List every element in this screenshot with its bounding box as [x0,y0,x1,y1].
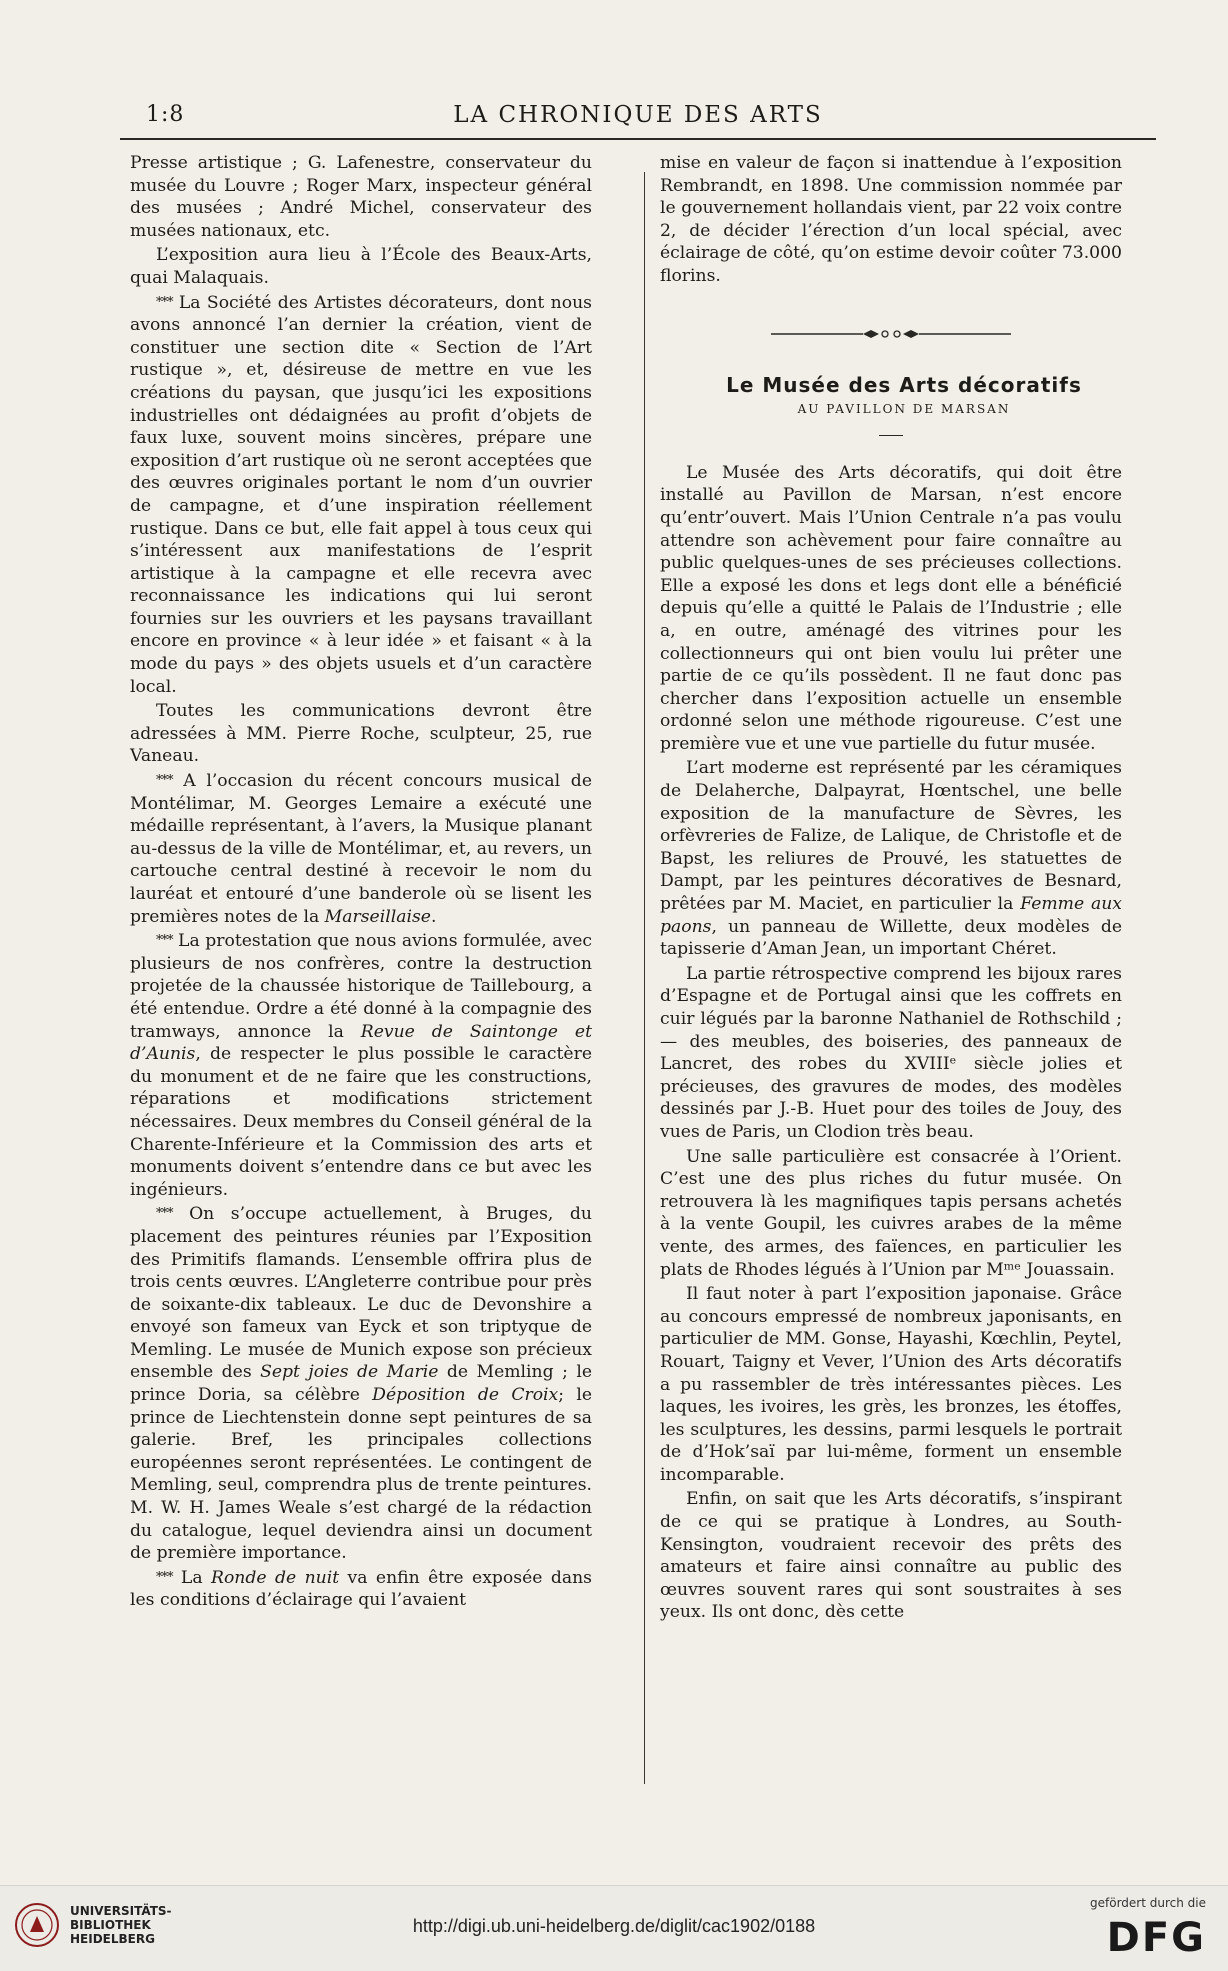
library-name: UNIVERSITÄTS- BIBLIOTHEK HEIDELBERG [70,1904,172,1946]
paragraph: *** La protestation que nous avions formulée, avec plusieurs de nos confrères, contre la destruction projetée de la chaussée historique de Taillebourg, a été entendue. Ordre a été donné à la compagnie des tramways, annonce la Revue de Saintonge et d’Aunis, de respecter le plus possible le caractère du monument et de ne faire que les constructions, réparations et modifications strictement nécessaires. Deux membres du Conseil général de la Charente-Inférieure et la Commission des arts et monuments doivent s’entendre dans ce but avec les ingénieurs. [130,931,592,1200]
paragraph: *** On s’occupe actuellement, à Bruges, du placement des peintures réunies par l’Exposition des Primitifs flamands. L’ensemble offrira plus de trois cents œuvres. L’Angleterre contribue pour près de soixante-dix tableaux. Le duc de Devonshire a envoyé son fameux van Eyck et son triptyque de Memling. Le musée de Munich expose son précieux ensemble des Sept joies de Marie de Memling ; le prince Doria, sa célèbre Déposition de Croix; le prince de Liechtenstein donne sept peintures de sa galerie. Bref, les principales collections européennes seront représentées. Le contingent de Memling, seul, comprendra plus de trente peintures. M. W. H. James Weale s’est chargé de la rédaction du catalogue, lequel deviendra ainsi un document de première importance. [130,1204,592,1564]
article-subtitle: AU PAVILLON DE MARSAN [797,402,1011,417]
italic-title: Sept joies de Marie [260,1362,439,1383]
paragraph: La partie rétrospective comprend les bijoux rares d’Espagne et de Portugal ainsi que les coffrets en cuir légués par la baronne Nathaniel de Rothschild ; — des meubles, des boiseries, des panneaux de Lancret, des robes du XVIIIᵉ siècle jolies et précieuses, des gravures de modes, des modèles dessinés par J.-B. Huet pour des toiles de Jouy, des vues de Paris, un Clodion très beau. [660,963,1122,1142]
paragraph: L’art moderne est représenté par les céramiques de Delaherche, Dalpayrat, Hœntschel, une belle exposition de la manufacture de Sèvres, les orfèvreries de Falize, de Lalique, de Christofle et de Bapst, les reliures de Prouvé, les statuettes de Dampt, par les peintures décoratives de Besnard, prêtées par M. Maciet, en particulier la Femme aux paons, un panneau de Willette, deux modèles de tapisserie d’Aman Jean, un important Chéret. [660,758,1122,960]
italic-title: Déposition de Croix [372,1385,559,1406]
paragraph: Il faut noter à part l’exposition japonaise. Grâce au concours empressé de nombreux japonisants, en particulier de MM. Gonse, Hayashi, Kœchlin, Peytel, Rouart, Taigny et Vever, l’Union des Arts décoratifs a pu rassembler de très intéressantes pièces. Les laques, les ivoires, les grès, les bronzes, les étoffes, les sculptures, les dessins, parmi lesquels le portrait de d’Hok’saï par lui-même, forment un ensemble incomparable. [660,1284,1122,1485]
paragraph: mise en valeur de façon si inattendue à l’exposition Rembrandt, en 1898. Une commission nommée par le gouvernement hollandais vient, par 22 voix contre 2, de décider l’érection d’un local spécial, avec éclairage de côté, qu’on estime devoir coûter 73.000 florins. [660,153,1122,286]
left-column [130,152,592,1612]
paragraph: Enfin, on sait que les Arts décoratifs, s’inspirant de ce qui se pratique à Londres, au South-Kensington, voudraient recevoir des prêts des amateurs et faire ainsi connaître au public des œuvres souvent rares qui sont soustraites à ses yeux. Ils ont donc, dès cette [660,1489,1122,1623]
paragraph: Le Musée des Arts décoratifs, qui doit être installé au Pavillon de Marsan, n’est encore qu’entr’ouvert. Mais l’Union Centrale n’a pas voulu attendre son achèvement pour faire connaître au public quelques-unes de ses précieuses collections. Elle a exposé les dons et legs dont elle a bénéficié depuis qu’elle a quitté le Palais de l’Industrie ; elle a, en outre, aménagé des vitrines pour les collectionneurs qui ont bien voulu lui prêter une partie de ce qu’ils possèdent. Il ne faut donc pas chercher dans l’exposition actuelle un ensemble ordonné selon une méthode rigoureuse. C’est une première vue et une vue partielle du futur musée. [660,462,1122,754]
italic-title: Ronde de nuit [211,1567,340,1588]
asterism: *** [156,1206,173,1222]
asterism: *** [156,1569,173,1585]
paragraph: Une salle particulière est consacrée à l’Orient. C’est une des plus riches du futur musée. On retrouvera là les magnifiques tapis persans achetés à la vente Goupil, les cuivres arabes de la même vente, des armes, des faïences, en particulier les plats de Rhodes légués à l’Union par Mᵐᵉ Jouassain. [660,1146,1122,1280]
right-column [660,152,1122,1624]
italic-title: Marseillaise [324,906,431,927]
paragraph: *** La Ronde de nuit va enfin être exposée dans les conditions d’éclairage qui l’avaient [130,1567,592,1611]
column-divider [644,172,645,1784]
running-head [120,100,1156,132]
italic-title: Femme aux paons [660,894,1122,937]
dfg-logo: DFG [1106,1915,1206,1961]
funding-note: gefördert durch die [1090,1896,1206,1910]
paragraph: *** A l’occasion du récent concours musical de Montélimar, M. Georges Lemaire a exécuté une médaille représentant, à l’avers, la Musique planant au-dessus de la ville de Montélimar, et, au revers, un cartouche central destiné à recevoir le nom du lauréat et entouré d’une banderole où se lisent les premières notes de la Marseillaise. [130,771,592,927]
short-rule [879,435,903,436]
asterism: *** [156,933,173,949]
asterism: *** [156,773,173,789]
ornament-divider [771,328,1011,340]
permalink-url[interactable]: http://digi.ub.uni-heidelberg.de/diglit/cac1902/0188 [412,1916,816,1936]
paragraph: L’exposition aura lieu à l’École des Beaux-Arts, quai Malaquais. [130,245,592,288]
paragraph: *** La Société des Artistes décorateurs, dont nous avons annoncé l’an dernier la création, vient de constituer une section dite « Section de l’Art rustique », et, désireuse de mettre en vue les créations du paysan, que jusqu’ici les expositions industrielles ont dédaignées au profit d’objets de faux luxe, souvent moins sincères, prépare une exposition d’art rustique où ne seront acceptées que des œuvres originales portant le nom d’un ouvrier de campagne, et d’une inspiration réellement rustique. Dans ce but, elle fait appel à tous ceux qui s’intéressent aux manifestations de l’esprit artistique à la campagne et elle recevra avec reconnaissance les indications qui lui seront fournies sur les ouvriers et les paysans travaillant encore en province « à leur idée » et faisant « à la mode du pays » des objets usuels et d’un caractère local. [130,292,592,697]
page-number: 1:8 [146,102,185,127]
italic-title: Revue de Saintonge et d’Aunis [130,1021,592,1065]
viewer-footer [0,1885,1228,1971]
asterism: *** [156,294,173,310]
paragraph: Presse artistique ; G. Lafenestre, conservateur du musée du Louvre ; Roger Marx, inspecteur général des musées ; André Michel, conservateur des musées nationaux, etc. [130,153,592,241]
paragraph: Toutes les communications devront être adressées à MM. Pierre Roche, sculpteur, 25, rue Vaneau. [130,701,592,767]
journal-title: LA CHRONIQUE DES ARTS [453,102,823,128]
header-rule [120,138,1156,140]
article-title: Le Musée des Arts décoratifs [726,372,1082,397]
